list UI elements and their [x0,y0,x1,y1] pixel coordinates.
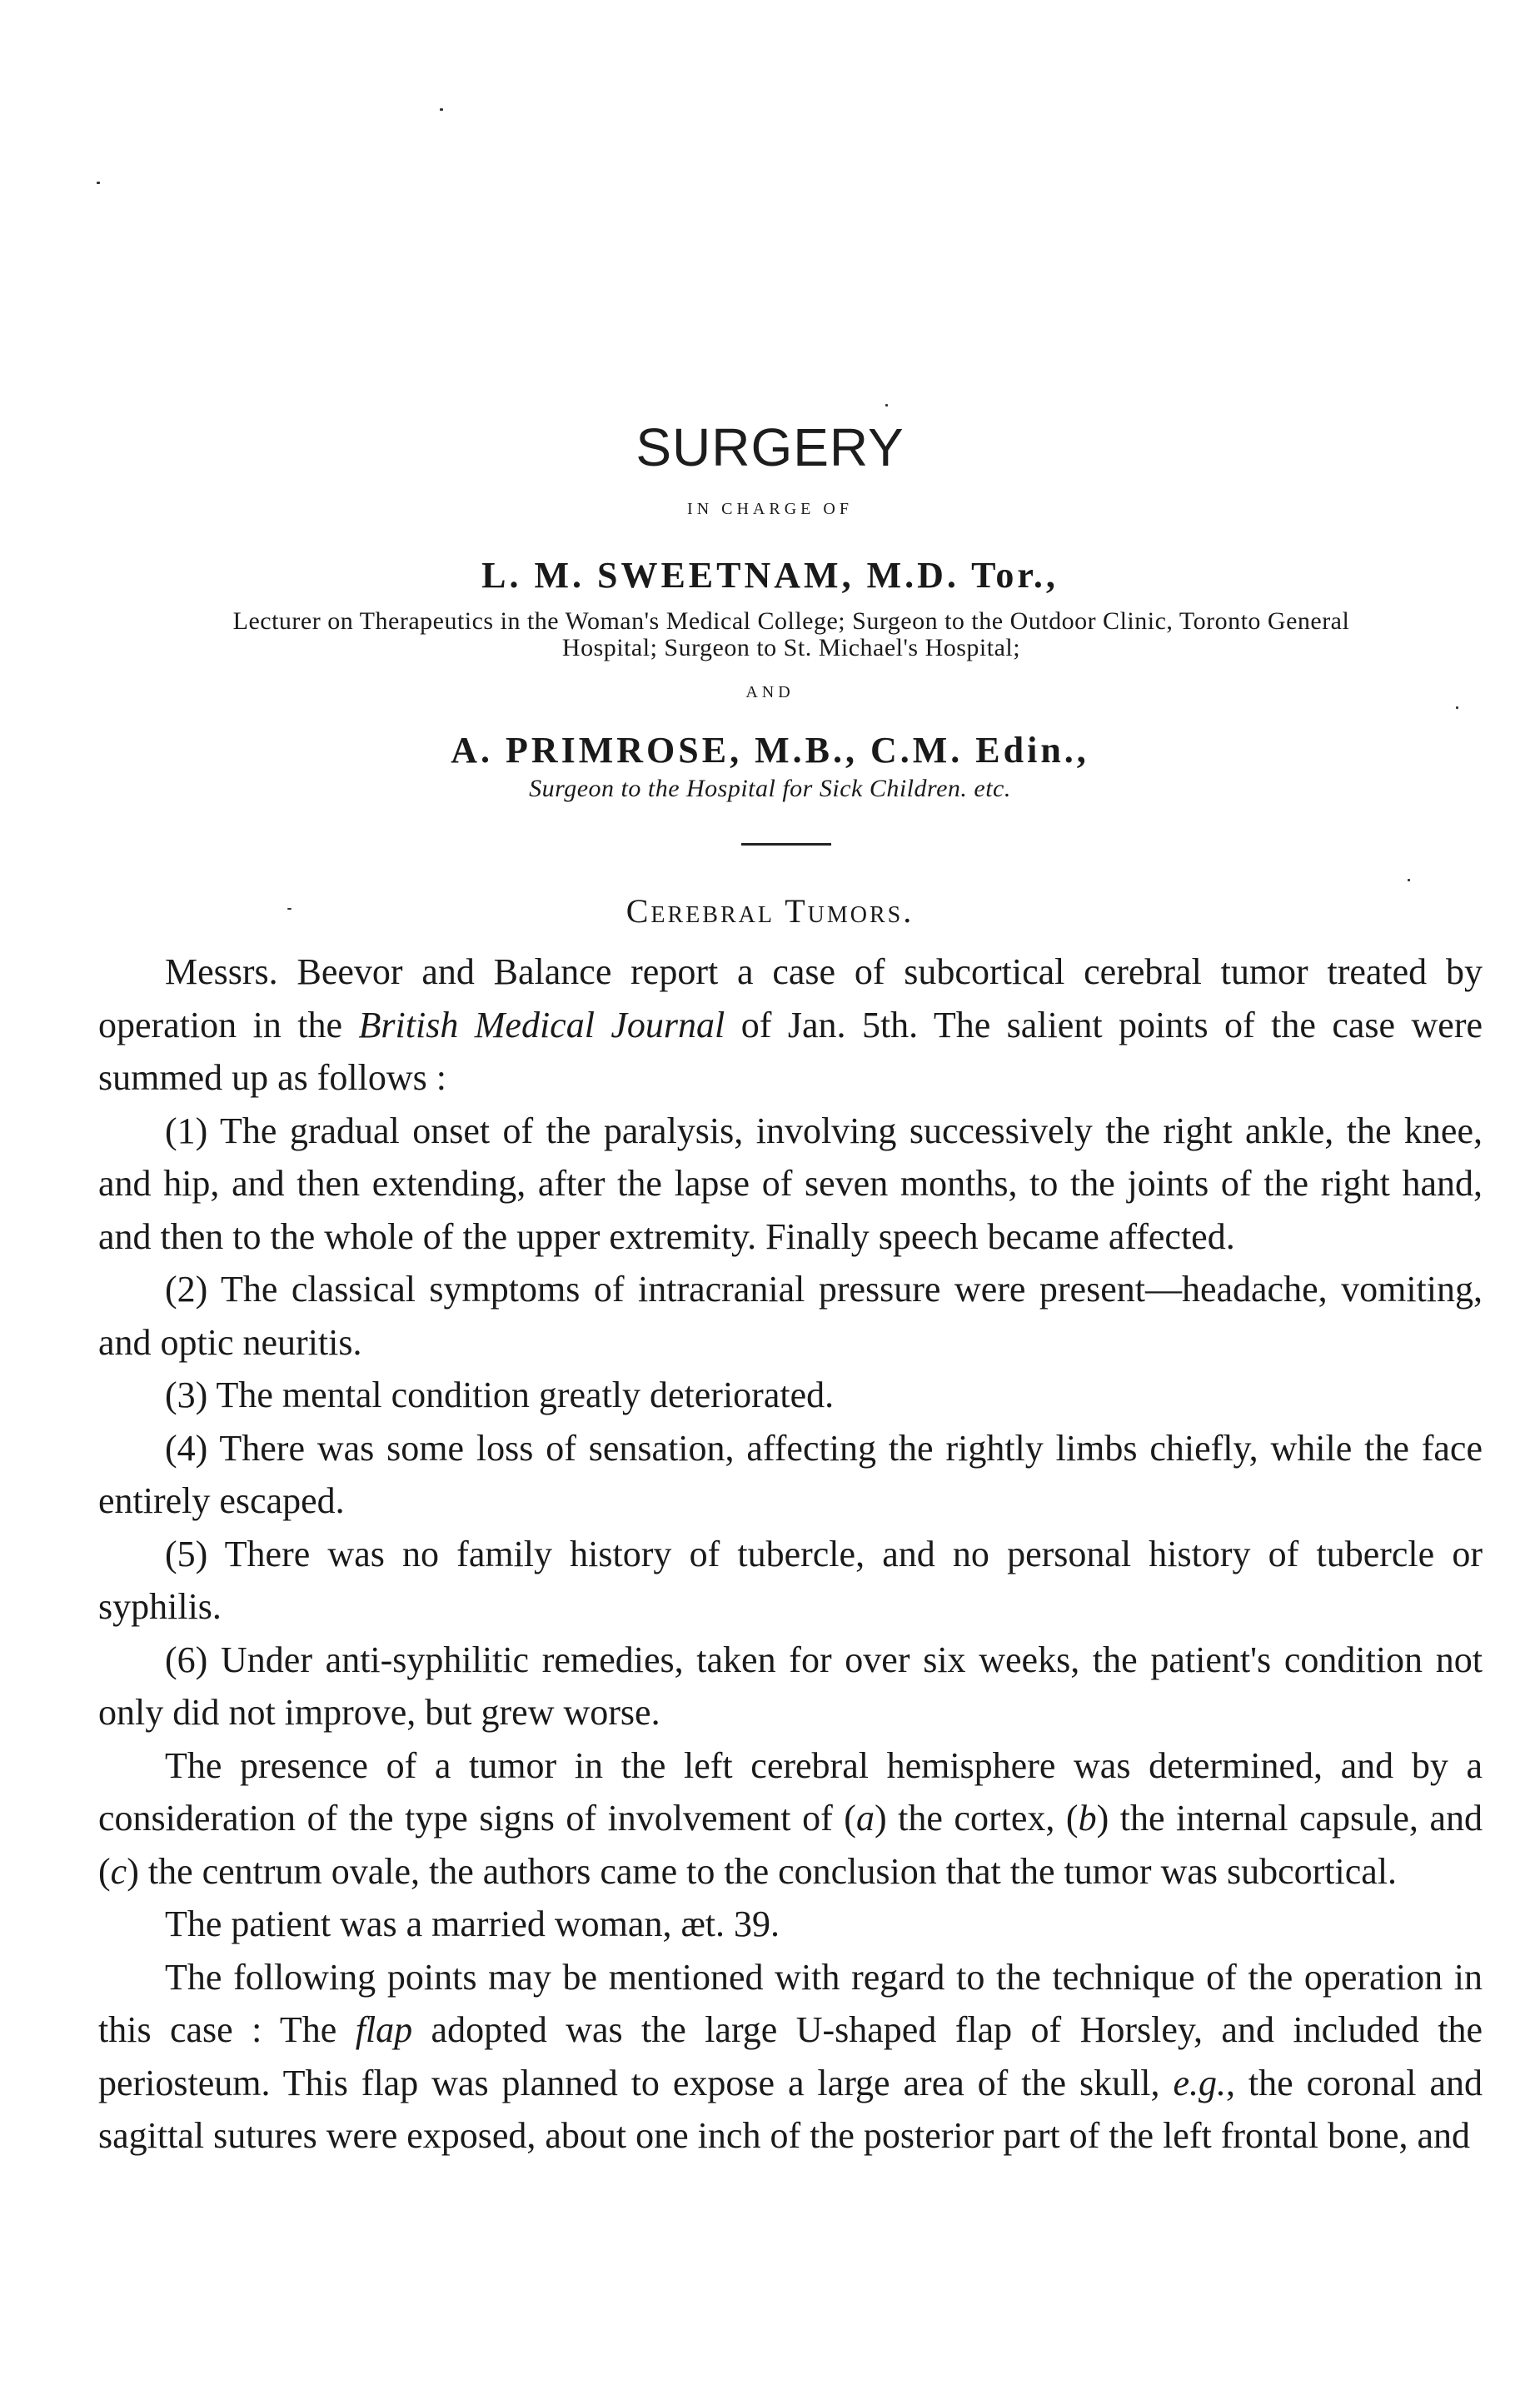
paragraph-diagnosis: The presence of a tumor in the left cerebral hemisphere was determined, and by a consideration of the type signs of involvement of (a) the cortex, (b) the internal capsule, and (c) the centrum ovale, the authors came to the conclusion that the tumor was subcortical. [98,1744,1483,1892]
paragraph-point-5: (5) There was no family history of tubercle, and no personal history of tubercle or syphilis. [98,1533,1483,1627]
print-speck [1456,706,1458,709]
section-heading: Cerebral Tumors. [625,892,915,930]
print-speck [885,404,888,407]
print-speck [97,182,100,184]
paragraph-point-4: (4) There was some loss of sensation, affecting the rightly limbs chiefly, while the face entirely escaped. [98,1427,1483,1521]
journal-title: British Medical Journal [358,1004,725,1045]
in-charge-label: IN CHARGE OF [687,500,853,518]
paragraph-technique: The following points may be mentioned with regard to the technique of the operation in this case : The flap adopted was the large U-shaped flap of Horsley, and included the periosteum. This flap was planned to expose a large area of the skull, e.g., the coronal and sagittal sutures were exposed, about one inch of the posterior part of the left frontal bone, and [98,1956,1483,2156]
paragraph-intro: Messrs. Beevor and Balance report a case of subcortical cerebral tumor treated by operation in the British Medical Journal of Jan. 5th. The salient points of the case were summed up as follows : [98,951,1483,1098]
paragraph-point-6: (6) Under anti-syphilitic remedies, taken for over six weeks, the patient's condition not only did not improve, but grew worse. [98,1639,1483,1733]
print-speck [1408,879,1410,881]
author-name-1: L. M. SWEETNAM, M.D. Tor., [481,555,1059,596]
author-affiliation-1: Lecturer on Therapeutics in the Woman's Medical College; Surgeon to the Outdoor Clinic, Toronto General Hospital; Surgeon to St. Michael's Hospital; [232,607,1350,661]
section-divider [741,843,831,846]
paragraph-point-1: (1) The gradual onset of the paralysis, involving successively the right ankle, the knee, and hip, and then extending, after the lapse of seven months, to the joints of the right hand, and then to the whole of the upper extremity. Finally speech became affected. [98,1110,1483,1257]
paragraph-point-2: (2) The classical symptoms of intracranial pressure were present—headache, vomiting, and optic neuritis. [98,1269,1483,1363]
paragraph-patient: The patient was a married woman, æt. 39. [165,1904,780,1944]
page-title: SURGERY [635,417,905,477]
article-body [98,946,1483,2163]
author-name-2: A. PRIMROSE, M.B., C.M. Edin., [451,730,1089,771]
paragraph-point-3: (3) The mental condition greatly deteriorated. [165,1375,835,1415]
author-affiliation-2: Surgeon to the Hospital for Sick Children. etc. [529,775,1011,802]
and-label: AND [745,683,795,701]
print-speck [440,108,443,111]
